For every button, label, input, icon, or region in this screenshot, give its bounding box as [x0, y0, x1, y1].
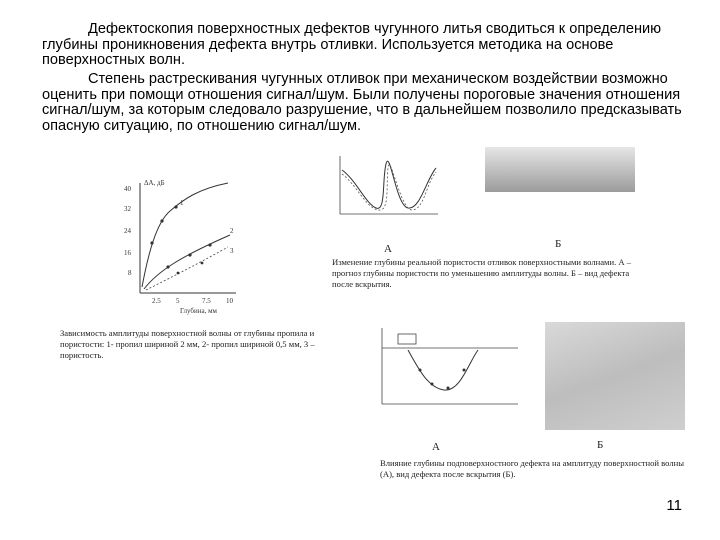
- figure3-caption: Влияние глубины подповерхностного дефекта на амплитуду поверхностной волны (А), вид дефекта после вскрытия (Б).: [380, 458, 685, 479]
- figure1-series-label-1: 1: [180, 199, 184, 207]
- figure2-panel-b-label: Б: [555, 238, 562, 250]
- figure1-xtick-1: 2.5: [152, 297, 161, 305]
- figure2-panel-a-label: А: [384, 243, 392, 255]
- figure1-xtick-4: 10: [226, 297, 233, 305]
- figure1-ytick-40: 40: [124, 185, 131, 193]
- figure1-ylabel: ΔA, дБ: [144, 179, 165, 187]
- paragraph-2-text: Степень растрескивания чугунных отливок при механическом воздействии возможно оценить при помощи отношения сигнал/шум. Были получены пороговые значения отношения сигнал/шум, за которым следовало разрушение, что в дальнейшем позволило предсказывать опасную ситуацию, по отношению сигнал/шум.: [42, 71, 682, 134]
- figure1-ytick-24: 24: [124, 227, 131, 235]
- figure1-caption: Зависимость амплитуды поверхностной волны от глубины пропила и пористости: 1- пропил шириной 2 мм, 2- пропил шириной 0,5 мм, 3 – пористость.: [60, 328, 315, 360]
- figure1-ytick-8: 8: [128, 269, 132, 277]
- figure1-ytick-16: 16: [124, 249, 131, 257]
- paragraph-1: [42, 22, 682, 69]
- figure1-xtick-3: 7.5: [202, 297, 211, 305]
- figure2-photo-b: [485, 147, 635, 192]
- figure2-plot-a: [326, 150, 446, 226]
- paragraph-1-text: Дефектоскопия поверхностных дефектов чугунного литья сводиться к определению глубины проникновения дефекта внутрь отливки. Используется методика на основе поверхностных волн.: [42, 21, 662, 69]
- figure1-xlabel: Глубина, мм: [180, 307, 217, 315]
- figure1-series-label-3: 3: [230, 247, 234, 255]
- figure1-series-label-2: 2: [230, 227, 234, 235]
- figure1-plot: [118, 175, 248, 315]
- page-number: 11: [666, 497, 682, 514]
- figure3-photo-b: [545, 322, 685, 430]
- paragraph-2: [42, 72, 682, 134]
- figure3-panel-a-label: А: [432, 441, 440, 453]
- figure2-caption: Изменение глубины реальной пористости отливок поверхностными волнами. А – прогноз глубины пористости по уменьшению амплитуды волны. Б – вид дефекта после вскрытия.: [332, 257, 632, 289]
- figure3-panel-b-label: Б: [597, 439, 604, 451]
- figure1-xtick-2: 5: [176, 297, 180, 305]
- figure3-plot-a: [368, 324, 528, 424]
- figure1-ytick-32: 32: [124, 205, 131, 213]
